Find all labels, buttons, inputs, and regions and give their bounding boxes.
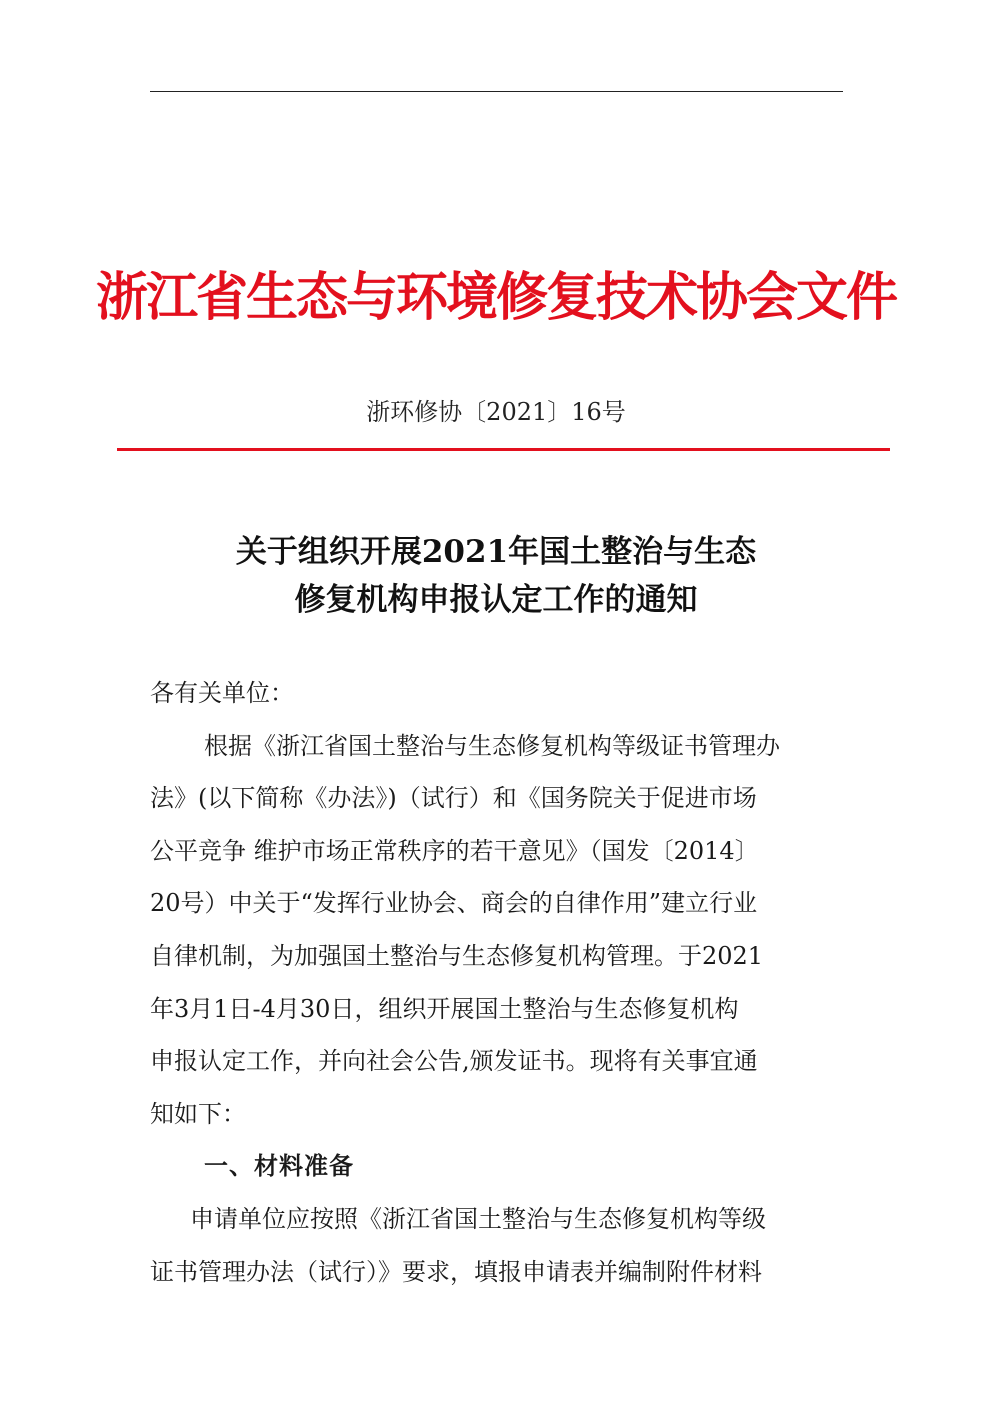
red-divider	[117, 448, 890, 451]
paragraph-line: 根据《浙江省国土整治与生态修复机构等级证书管理办	[204, 731, 780, 760]
section-heading: 一、材料准备	[204, 1152, 354, 1181]
document-number: 浙环修协〔2021〕16号	[366, 398, 626, 426]
notice-title-line-1: 关于组织开展2021年国土整治与生态	[235, 534, 757, 570]
paragraph-line: 法》(以下简称《办法》)（试行）和《国务院关于促进市场	[150, 784, 757, 813]
paragraph-line: 申报认定工作，并向社会公告,颁发证书。现将有关事宜通	[150, 1047, 758, 1076]
paragraph-line: 公平竞争 维护市场正常秩序的若干意见》（国发〔2014〕	[150, 836, 759, 865]
salutation: 各有关单位：	[150, 679, 294, 707]
organization-document-header: 浙江省生态与环境修复技术协会文件	[95, 268, 896, 328]
paragraph-line: 知如下：	[150, 1099, 246, 1128]
paragraph-line: 年3月1日-4月30日，组织开展国土整治与生态修复机构	[150, 994, 739, 1023]
paragraph-line: 证书管理办法（试行）》要求，填报申请表并编制附件材料	[150, 1257, 762, 1286]
notice-title	[0, 528, 992, 624]
notice-title-line-2: 修复机构申报认定工作的通知	[294, 582, 698, 618]
paragraph-line: 20号）中关于“发挥行业协会、商会的自律作用”建立行业	[150, 889, 758, 918]
top-divider	[150, 91, 843, 92]
notice-body	[150, 667, 842, 1298]
paragraph-line: 自律机制，为加强国土整治与生态修复机构管理。于2021	[150, 941, 764, 970]
paragraph-line: 申请单位应按照《浙江省国土整治与生态修复机构等级	[190, 1204, 766, 1233]
